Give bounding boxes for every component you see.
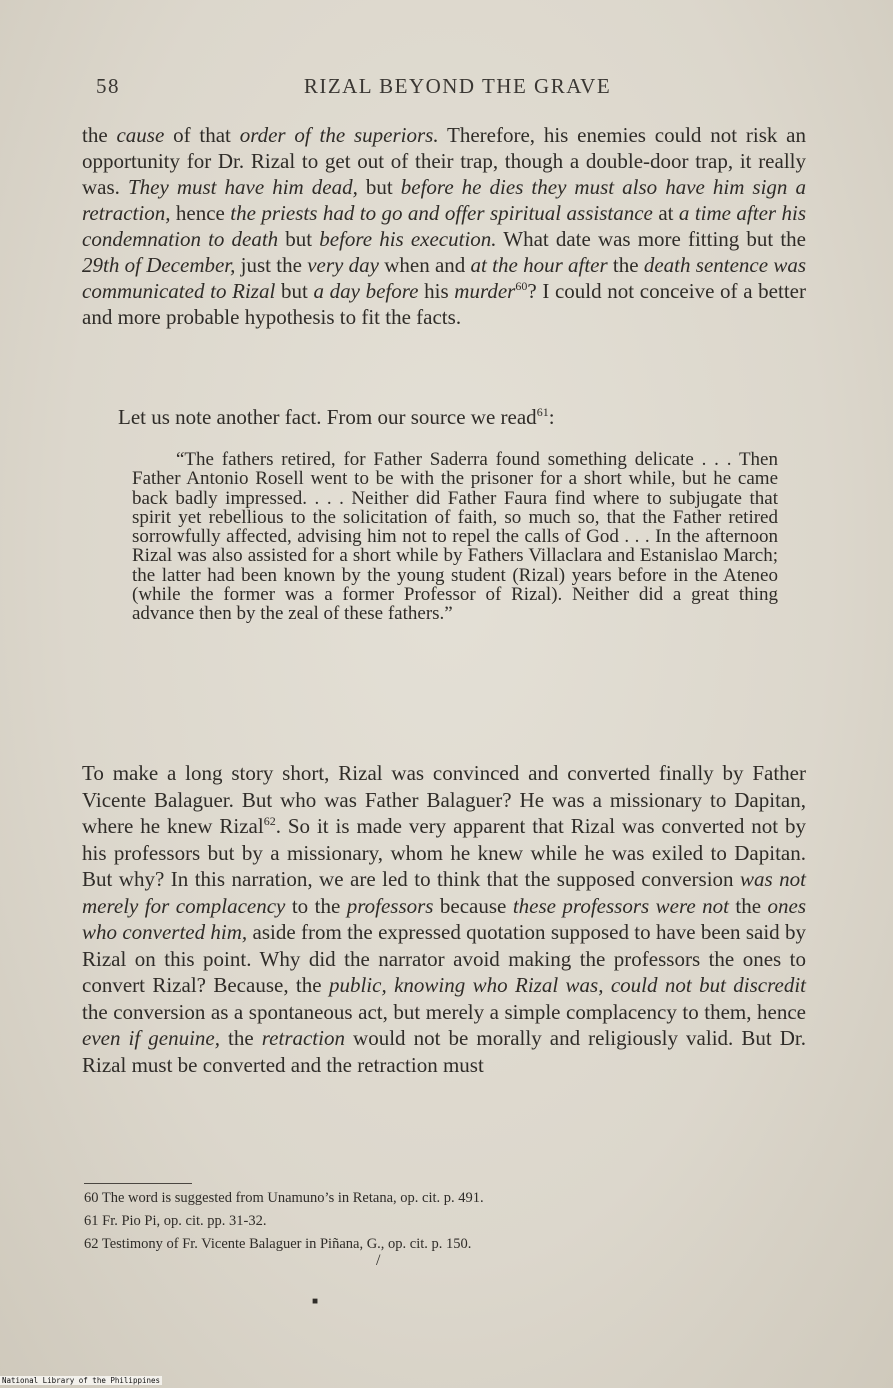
text-run: To make a long story short, Rizal was convinced and converted finally by Father Vicente Balaguer. But who was Father Balaguer? He was a missionary to Dapitan, where he knew Rizal xyxy=(82,761,806,838)
italic-run: cause xyxy=(116,123,165,147)
text-run: because xyxy=(433,893,513,918)
text-run: just the xyxy=(235,253,308,277)
italic-run: public, knowing who Rizal was, could not but discredit xyxy=(328,973,806,997)
text-run: the xyxy=(728,893,768,918)
footnote-61: 61 Fr. Pio Pi, op. cit. pp. 31-32. xyxy=(84,1213,267,1229)
italic-run: at the hour after xyxy=(470,253,608,277)
italic-run: very day xyxy=(307,253,379,277)
text-run: the conversion as a spontaneous act, but merely a simple complacency to them, hence xyxy=(82,999,806,1024)
text-run: his xyxy=(418,279,455,303)
footnote-62: 62 Testimony of Fr. Vicente Balaguer in Piñana, G., op. cit. p. 150. xyxy=(84,1236,472,1252)
block-quote xyxy=(132,450,778,624)
italic-run: before his execution. xyxy=(319,227,497,251)
italic-run: was not merely for complacency xyxy=(82,867,806,918)
text-run: of that xyxy=(164,123,240,147)
text-run: What date was more fitting but the xyxy=(496,227,807,251)
italic-run: the priests had to go and offer spiritual assistance xyxy=(230,201,653,225)
italic-run: They must have him dead, xyxy=(127,175,358,199)
italic-run: death sentence was communicated to Rizal xyxy=(82,253,807,303)
text-run: at xyxy=(652,201,679,225)
italic-run: order of the superiors. xyxy=(239,123,439,147)
italic-run: murder xyxy=(454,279,516,303)
text-run: the xyxy=(607,253,644,277)
text-run: Therefore, his enemies could not risk an opportunity for Dr. Rizal to get out of their trap, though a double-door trap, it really was. xyxy=(82,123,806,199)
footnote-divider xyxy=(84,1183,192,1184)
archive-label: National Library of the Philippines xyxy=(2,1376,161,1385)
page-number: 58 xyxy=(96,74,120,98)
text-run: the xyxy=(82,123,117,147)
italic-run: ones who converted him, xyxy=(82,893,807,944)
footnote-ref: 62 xyxy=(263,814,276,828)
italic-run: a day before xyxy=(313,279,419,303)
text-run: ? I could not conceive of a better and more probable hypothesis to fit the facts. xyxy=(82,279,806,329)
text-run: : xyxy=(548,405,555,429)
paragraph-hypothesis xyxy=(82,122,806,330)
text-run: but xyxy=(275,279,314,303)
italic-run: retraction xyxy=(261,1026,345,1050)
footnote-ref: 61 xyxy=(536,405,549,419)
text-run: the xyxy=(219,1026,262,1050)
italic-run: a time after his condemnation to death xyxy=(82,201,807,251)
text-run: to the xyxy=(285,893,347,918)
running-title: RIZAL BEYOND THE GRAVE xyxy=(303,74,612,98)
footnotes xyxy=(84,1187,784,1256)
text-run: . So it is made very apparent that Rizal was converted not by his professors but by a missionary, whom he knew while he was exiled to Dapitan. But why? In this narration, we are led to think that the supposed conversion xyxy=(82,814,806,891)
text-run: but xyxy=(357,175,401,199)
footnote-60: 60 The word is suggested from Unamuno’s in Retana, op. cit. p. 491. xyxy=(84,1190,484,1206)
page-header xyxy=(82,74,833,104)
text-run: would not be morally and religiously valid. But Dr. Rizal must be converted and the retraction must xyxy=(82,1026,806,1077)
italic-run: these professors were not xyxy=(512,893,729,918)
italic-run: 29th of December, xyxy=(82,253,236,277)
text-run: aside from the expressed quotation supposed to have been said by Rizal on this point. Why did the narrator avoid making the professors the ones to convert Rizal? Because, the xyxy=(82,920,806,997)
text-run: hence xyxy=(170,201,231,225)
text-run: when and xyxy=(378,253,471,277)
italic-run: even if genuine, xyxy=(82,1026,220,1050)
italic-run: before he dies they must also have him sign a retraction, xyxy=(82,175,806,225)
italic-run: professors xyxy=(346,893,434,918)
paragraph-another-fact xyxy=(82,404,806,430)
text-run: “The fathers retired, for Father Saderra found something delicate . . . Then Father Antonio Rosell went to be with the prisoner for a short while, but he came back badly impressed. . . . Neither did Father Faura find where to subjugate that spirit yet rebellious to the solicitation of faith, so much so, that the Father retired sorrowfully affected, advising him not to repel the calls of God . . . In the afternoon Rizal was also assisted for a short while by Fathers Villaclara and Estanislao March; the latter had been known by the young student (Rizal) years before in the Ateneo (while the former was a former Professor of Rizal). Neither did a great thing advance then by the zeal of these fathers.” xyxy=(132,449,778,625)
paragraph-conversion xyxy=(82,760,806,1078)
text-run: but xyxy=(278,227,320,251)
footnote-ref: 60 xyxy=(515,279,528,293)
pen-mark: / xyxy=(376,1252,381,1269)
text-run: Let us note another fact. From our source we read xyxy=(118,405,537,429)
ink-dot: ■ xyxy=(312,1296,319,1307)
